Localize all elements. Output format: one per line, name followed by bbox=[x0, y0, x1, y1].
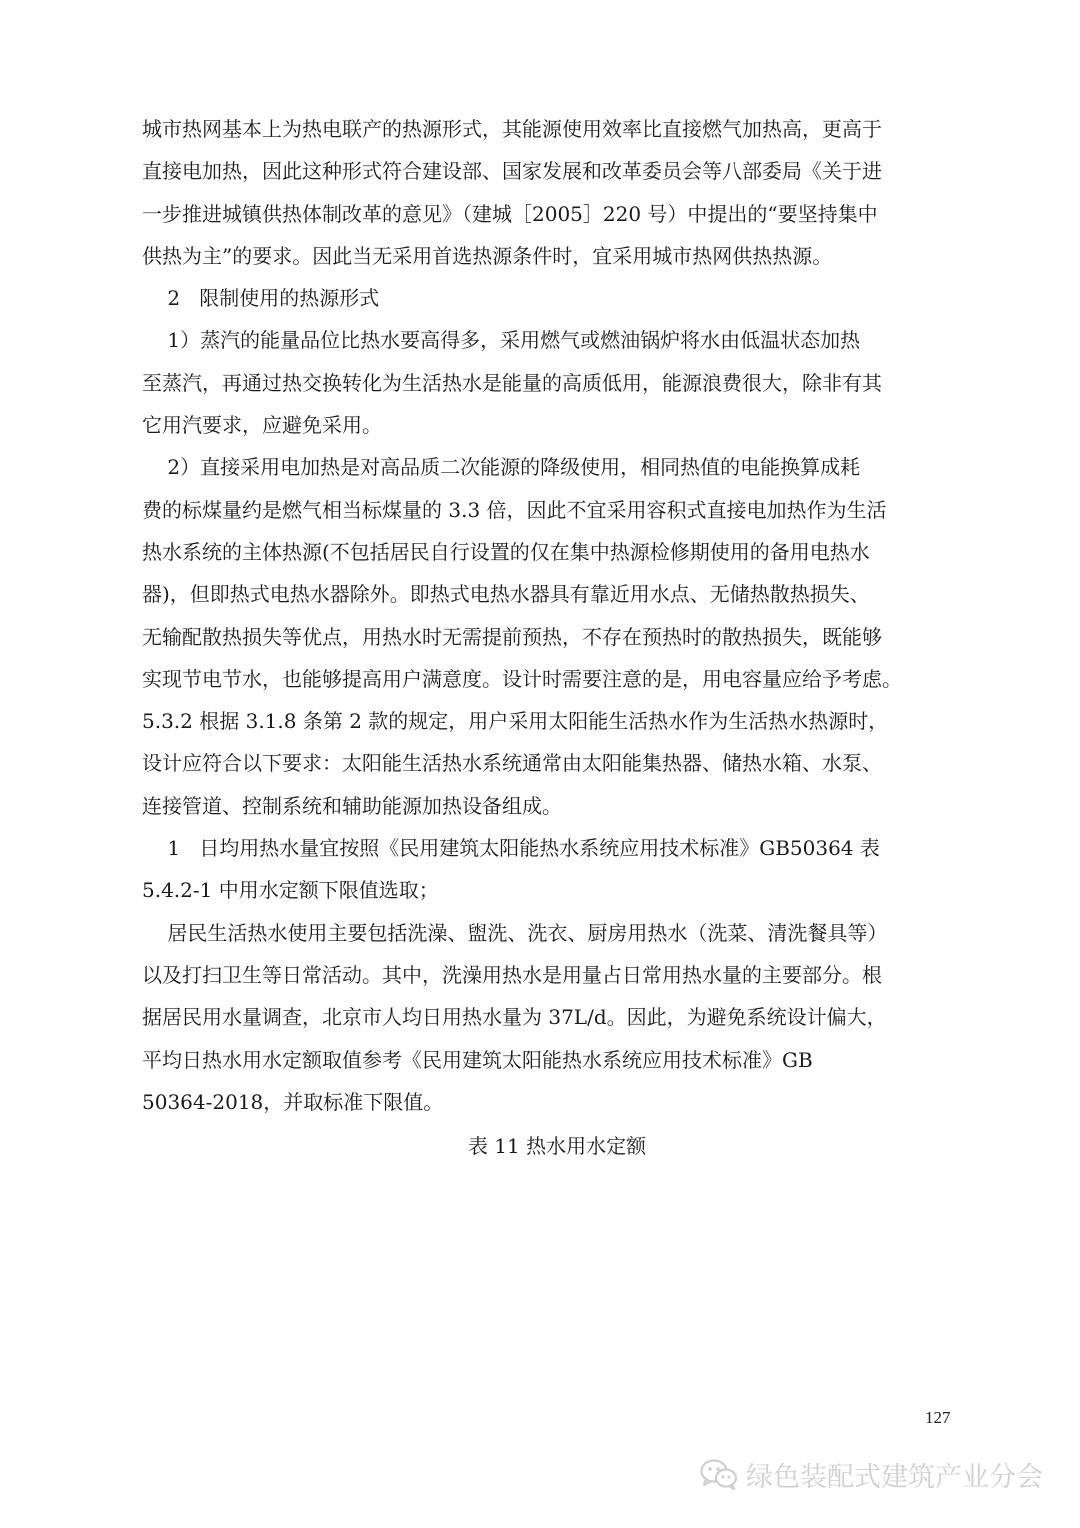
text-line: 5.4.2-1 中用水定额下限值选取； bbox=[142, 878, 439, 903]
text-line: 平均日热水用水定额取值参考《民用建筑太阳能热水系统应用技术标准》GB bbox=[142, 1047, 813, 1072]
text-line: 直接电加热，因此这种形式符合建设部、国家发展和改革委员会等八部委局《关于进 bbox=[142, 159, 882, 184]
text-line: 实现节电节水，也能够提高用户满意度。设计时需要注意的是，用电容量应给予考虑。 bbox=[142, 666, 902, 691]
text-line: 据居民用水量调查，北京市人均日用热水量为 37L/d。因此，为避免系统设计偏大， bbox=[142, 1005, 887, 1030]
text-line: 费的标煤量约是燃气相当标煤量的 3.3 倍，因此不宜采用容积式直接电加热作为生活 bbox=[142, 497, 887, 522]
watermark bbox=[700, 1452, 1043, 1496]
page-number: 127 bbox=[925, 1408, 951, 1427]
document-body bbox=[142, 108, 972, 1167]
clause-line: 5.3.2 根据 3.1.8 条第 2 款的规定，用户采用太阳能生活热水作为生活热水热源时， bbox=[142, 709, 889, 734]
table-caption: 表 11 热水用水定额 bbox=[467, 1134, 647, 1159]
text-line: 2）直接采用电加热是对高品质二次能源的降级使用，相同热值的电能换算成耗 bbox=[142, 455, 861, 480]
text-line: 一步推进城镇供热体制改革的意见》（建城［2005］220 号）中提出的“要坚持集中 bbox=[142, 201, 878, 226]
section-heading: 2 限制使用的热源形式 bbox=[142, 286, 380, 311]
text-line: 50364-2018，并取标准下限值。 bbox=[142, 1089, 444, 1114]
watermark-text: 绿色装配式建筑产业分会 bbox=[746, 1461, 1043, 1493]
wechat-icon bbox=[700, 1458, 738, 1490]
text-line: 居民生活热水使用主要包括洗澡、盥洗、洗衣、厨房用热水（洗菜、清洗餐具等） bbox=[142, 920, 888, 945]
text-line: 连接管道、控制系统和辅助能源加热设备组成。 bbox=[142, 793, 562, 818]
text-line: 1）蒸汽的能量品位比热水要高得多，采用燃气或燃油锅炉将水由低温状态加热 bbox=[142, 328, 861, 353]
text-line: 城市热网基本上为热电联产的热源形式，其能源使用效率比直接燃气加热高，更高于 bbox=[142, 117, 882, 141]
text-line: 至蒸汽，再通过热交换转化为生活热水是能量的高质低用，能源浪费很大，除非有其 bbox=[142, 370, 882, 395]
text-line: 器)，但即热式电热水器除外。即热式电热水器具有靠近用水点、无储热散热损失、 bbox=[142, 582, 870, 607]
text-line: 热水系统的主体热源(不包括居民自行设置的仅在集中热源检修期使用的备用电热水 bbox=[142, 539, 870, 564]
text-line: 它用汽要求，应避免采用。 bbox=[142, 413, 382, 438]
text-line: 无输配散热损失等优点，用热水时无需提前预热，不存在预热时的散热损失，既能够 bbox=[142, 624, 882, 649]
text-line: 供热为主”的要求。因此当无采用首选热源条件时，宜采用城市热网供热热源。 bbox=[142, 243, 833, 268]
text-line: 设计应符合以下要求：太阳能生活热水系统通常由太阳能集热器、储热水箱、水泵、 bbox=[142, 751, 882, 776]
text-line: 1 日均用热水量宜按照《民用建筑太阳能热水系统应用技术标准》GB50364 表 bbox=[142, 836, 880, 861]
text-line: 以及打扫卫生等日常活动。其中，洗澡用热水是用量占日常用热水量的主要部分。根 bbox=[142, 962, 882, 987]
